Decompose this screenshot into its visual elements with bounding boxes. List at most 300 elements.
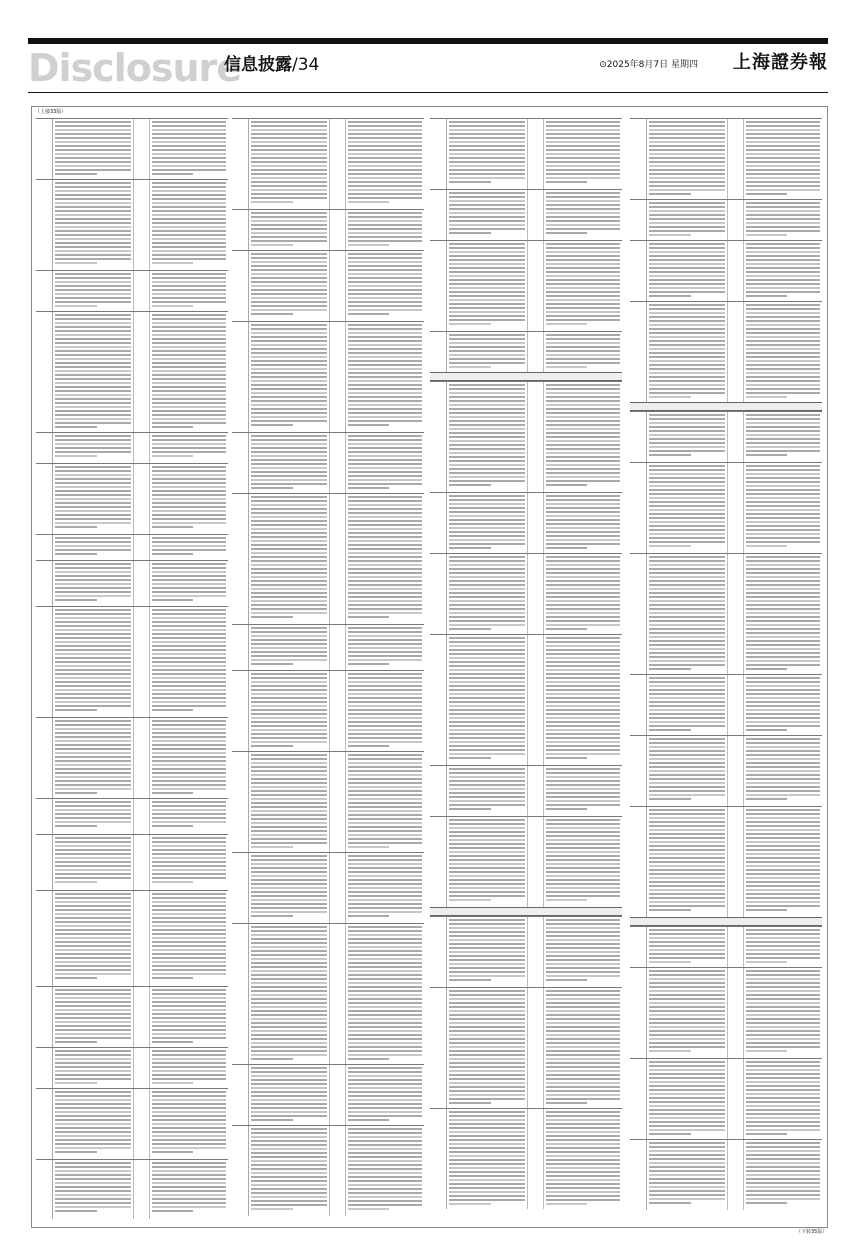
text-line	[348, 564, 422, 566]
change-marker-cell	[729, 927, 744, 967]
text-line	[449, 283, 525, 285]
text-line	[649, 501, 725, 503]
text-line	[649, 794, 725, 796]
text-line	[55, 494, 131, 496]
text-line	[649, 584, 725, 586]
clause-text	[348, 1067, 422, 1123]
clause-text	[152, 563, 226, 603]
text-line	[746, 545, 787, 547]
text-line	[649, 713, 725, 715]
text-line	[55, 398, 131, 400]
text-line	[152, 293, 226, 295]
column-divider	[527, 766, 528, 816]
change-marker-cell	[331, 853, 346, 923]
text-line	[746, 1022, 820, 1024]
text-line	[251, 810, 327, 812]
text-line	[746, 693, 820, 695]
text-line	[546, 1147, 620, 1149]
text-line	[251, 1148, 327, 1150]
text-line	[251, 269, 327, 271]
text-line	[55, 1210, 97, 1212]
text-line	[649, 564, 725, 566]
text-line	[251, 125, 327, 127]
text-line	[546, 267, 620, 269]
text-line	[348, 782, 422, 784]
text-line	[251, 483, 327, 485]
text-line	[348, 368, 422, 370]
text-line	[348, 1192, 422, 1194]
text-line	[546, 1195, 620, 1197]
text-line	[251, 1119, 293, 1121]
text-line	[449, 1098, 525, 1100]
change-marker-cell	[135, 799, 150, 834]
clause-text	[449, 334, 525, 370]
text-line	[152, 330, 226, 332]
text-line	[152, 1095, 226, 1097]
column-divider	[329, 210, 330, 250]
text-line	[152, 893, 226, 895]
text-line	[152, 861, 226, 863]
text-line	[449, 366, 491, 368]
text-line	[649, 165, 725, 167]
text-line	[649, 173, 725, 175]
clause-text	[55, 893, 131, 981]
text-line	[152, 214, 226, 216]
text-line	[55, 226, 131, 228]
text-line	[152, 153, 226, 155]
text-line	[546, 963, 620, 965]
text-line	[251, 875, 327, 877]
clause-text	[251, 855, 327, 919]
text-line	[251, 181, 327, 183]
text-line	[649, 234, 691, 236]
text-line	[649, 193, 691, 195]
text-line	[746, 1158, 820, 1160]
text-line	[746, 414, 820, 416]
text-line	[746, 202, 820, 204]
text-line	[348, 911, 422, 913]
text-line	[649, 380, 725, 382]
text-line	[55, 466, 131, 468]
text-line	[348, 970, 422, 972]
text-line	[746, 725, 820, 727]
text-line	[152, 498, 226, 500]
text-line	[746, 189, 820, 191]
row-label	[630, 412, 647, 462]
text-line	[55, 246, 131, 248]
text-line	[649, 766, 725, 768]
text-line	[746, 161, 820, 163]
text-line	[55, 194, 131, 196]
text-line	[546, 212, 620, 214]
row-label	[430, 554, 447, 634]
clause-text	[152, 989, 226, 1045]
text-line	[55, 414, 131, 416]
text-line	[449, 576, 525, 578]
text-line	[55, 447, 131, 449]
text-line	[649, 990, 725, 992]
text-line	[55, 613, 131, 615]
text-line	[152, 289, 226, 291]
text-line	[348, 600, 422, 602]
row-label	[630, 554, 647, 674]
text-line	[746, 782, 820, 784]
text-line	[251, 766, 327, 768]
text-line	[152, 1127, 226, 1129]
text-line	[746, 1002, 820, 1004]
text-line	[746, 897, 820, 899]
text-line	[449, 1086, 525, 1088]
table-row	[232, 250, 424, 321]
column-divider	[527, 554, 528, 634]
column-divider	[727, 554, 728, 674]
text-line	[55, 514, 131, 516]
text-line	[152, 541, 226, 543]
column-divider	[727, 463, 728, 553]
text-line	[251, 907, 327, 909]
text-line	[546, 1038, 620, 1040]
text-line	[55, 728, 131, 730]
text-line	[251, 1132, 327, 1134]
masthead-rule	[28, 92, 828, 93]
text-line	[649, 933, 725, 935]
text-line	[348, 169, 422, 171]
text-line	[55, 354, 131, 356]
text-line	[251, 189, 327, 191]
issue-date-text: 2025年8月7日 星期四	[606, 60, 698, 70]
text-line	[152, 482, 226, 484]
text-line	[251, 946, 327, 948]
text-line	[55, 837, 131, 839]
text-line	[251, 1034, 327, 1036]
text-line	[449, 649, 525, 651]
text-line	[746, 477, 820, 479]
text-line	[649, 1117, 725, 1119]
clause-text	[649, 929, 725, 965]
text-line	[251, 232, 327, 234]
table-row	[36, 890, 228, 986]
text-line	[348, 1030, 422, 1032]
text-line	[746, 489, 820, 491]
text-line	[546, 153, 620, 155]
clause-text	[546, 243, 620, 327]
change-marker-cell	[331, 924, 346, 1064]
text-line	[449, 831, 525, 833]
text-line	[55, 1151, 97, 1153]
column-divider	[727, 736, 728, 806]
text-line	[746, 1162, 820, 1164]
text-line	[152, 973, 226, 975]
text-line	[649, 1026, 725, 1028]
text-line	[449, 1111, 525, 1113]
text-line	[449, 499, 525, 501]
text-line	[546, 200, 620, 202]
text-line	[55, 925, 131, 927]
column-divider	[133, 180, 134, 270]
text-line	[649, 1150, 725, 1152]
text-line	[649, 821, 725, 823]
text-line	[649, 1133, 691, 1135]
text-line	[348, 737, 422, 739]
text-line	[348, 1058, 389, 1060]
text-line	[348, 978, 422, 980]
clause-text	[746, 929, 820, 965]
text-line	[449, 362, 525, 364]
text-line	[746, 1014, 820, 1016]
text-line	[746, 206, 820, 208]
clause-text	[251, 212, 327, 248]
text-line	[449, 1102, 491, 1104]
text-line	[649, 320, 725, 322]
text-line	[546, 208, 620, 210]
text-line	[348, 380, 422, 382]
text-line	[649, 949, 725, 951]
text-line	[55, 537, 131, 539]
change-marker-cell	[331, 210, 346, 250]
text-line	[152, 334, 226, 336]
text-line	[251, 838, 327, 840]
text-line	[152, 210, 226, 212]
text-line	[746, 481, 820, 483]
clause-text	[251, 253, 327, 317]
text-line	[152, 760, 226, 762]
text-line	[348, 631, 422, 633]
text-line	[649, 770, 725, 772]
text-line	[348, 946, 422, 948]
text-line	[152, 637, 226, 639]
text-line	[348, 655, 422, 657]
text-line	[55, 949, 131, 951]
text-line	[152, 1021, 226, 1023]
text-line	[251, 463, 327, 465]
text-line	[649, 129, 725, 131]
text-line	[746, 877, 820, 879]
text-line	[152, 949, 226, 951]
text-line	[649, 697, 725, 699]
text-line	[348, 173, 422, 175]
text-line	[348, 1184, 422, 1186]
text-line	[649, 418, 725, 420]
text-line	[746, 837, 820, 839]
text-line	[546, 299, 620, 301]
text-line	[251, 201, 293, 203]
text-line	[348, 459, 422, 461]
text-line	[546, 596, 620, 598]
text-line	[649, 592, 725, 594]
text-line	[449, 855, 525, 857]
clause-text	[546, 556, 620, 632]
row-label	[36, 271, 53, 311]
text-line	[649, 430, 725, 432]
text-line	[251, 1196, 327, 1198]
text-line	[649, 937, 725, 939]
text-line	[449, 564, 525, 566]
text-line	[546, 624, 620, 626]
text-line	[55, 701, 131, 703]
text-line	[152, 553, 193, 555]
text-line	[649, 941, 725, 943]
text-line	[152, 845, 226, 847]
text-line	[449, 1034, 525, 1036]
text-line	[251, 301, 327, 303]
table-row	[232, 118, 424, 209]
text-line	[546, 939, 620, 941]
text-line	[251, 778, 327, 780]
text-line	[546, 515, 620, 517]
text-line	[251, 1071, 327, 1073]
row-label	[430, 917, 447, 987]
text-line	[649, 709, 725, 711]
text-line	[348, 701, 422, 703]
text-line	[348, 348, 422, 350]
text-line	[449, 1090, 525, 1092]
row-label	[36, 1089, 53, 1159]
text-line	[649, 953, 725, 955]
text-line	[546, 576, 620, 578]
clause-text	[55, 182, 131, 266]
text-line	[649, 705, 725, 707]
clause-text	[251, 121, 327, 205]
text-line	[251, 818, 327, 820]
text-line	[746, 384, 820, 386]
text-line	[449, 228, 525, 230]
text-line	[55, 965, 131, 967]
text-line	[649, 1065, 725, 1067]
column-divider	[133, 607, 134, 717]
text-line	[649, 481, 725, 483]
column-divider	[527, 817, 528, 907]
text-line	[746, 1026, 820, 1028]
text-line	[55, 977, 97, 979]
text-line	[55, 997, 131, 999]
text-line	[649, 340, 725, 342]
text-line	[449, 1046, 525, 1048]
text-line	[152, 1005, 226, 1007]
text-line	[251, 879, 327, 881]
text-line	[55, 1131, 131, 1133]
text-line	[546, 287, 620, 289]
text-line	[746, 1065, 820, 1067]
text-line	[152, 1033, 226, 1035]
text-line	[55, 784, 131, 786]
text-line	[546, 1090, 620, 1092]
text-line	[55, 732, 131, 734]
text-line	[152, 591, 226, 593]
text-line	[746, 485, 820, 487]
text-line	[449, 875, 525, 877]
text-line	[251, 774, 327, 776]
text-line	[251, 372, 327, 374]
clause-text	[55, 314, 131, 430]
text-line	[546, 943, 620, 945]
text-line	[449, 1175, 525, 1177]
text-line	[55, 218, 131, 220]
text-line	[251, 635, 327, 637]
change-marker-cell	[331, 322, 346, 432]
text-line	[152, 669, 226, 671]
text-line	[152, 801, 226, 803]
text-line	[251, 962, 327, 964]
table-row	[36, 798, 228, 834]
text-line	[449, 677, 525, 679]
text-line	[546, 1074, 620, 1076]
text-line	[449, 157, 525, 159]
text-line	[348, 277, 422, 279]
text-line	[152, 402, 226, 404]
table-row	[630, 553, 822, 674]
text-line	[449, 1195, 525, 1197]
text-line	[55, 1147, 131, 1149]
text-line	[546, 535, 620, 537]
text-line	[152, 1029, 226, 1031]
text-line	[746, 857, 820, 859]
text-line	[449, 232, 491, 234]
text-line	[449, 416, 525, 418]
text-line	[55, 422, 131, 424]
text-line	[348, 954, 422, 956]
text-line	[449, 1062, 525, 1064]
text-line	[251, 826, 327, 828]
text-line	[152, 857, 226, 859]
text-line	[449, 1179, 525, 1181]
row-label	[232, 625, 249, 670]
text-line	[152, 897, 226, 899]
text-line	[55, 289, 131, 291]
text-line	[746, 279, 820, 281]
text-line	[348, 855, 422, 857]
table-row	[232, 751, 424, 852]
text-line	[251, 153, 327, 155]
text-line	[251, 177, 327, 179]
text-line	[546, 1018, 620, 1020]
text-line	[449, 543, 525, 545]
text-line	[55, 563, 131, 565]
text-line	[449, 1082, 525, 1084]
text-line	[746, 564, 820, 566]
text-line	[746, 1190, 820, 1192]
text-line	[746, 770, 820, 772]
row-label	[630, 200, 647, 240]
text-line	[152, 466, 226, 468]
text-line	[152, 1001, 226, 1003]
text-line	[55, 1127, 131, 1129]
change-marker-cell	[135, 312, 150, 432]
text-line	[449, 963, 525, 965]
text-line	[55, 665, 131, 667]
text-line	[746, 287, 820, 289]
text-line	[55, 957, 131, 959]
text-line	[449, 259, 525, 261]
text-line	[746, 243, 820, 245]
text-line	[55, 599, 97, 601]
text-line	[746, 889, 820, 891]
text-line	[746, 1046, 820, 1048]
text-line	[746, 1050, 787, 1052]
text-line	[649, 668, 691, 670]
text-line	[546, 503, 620, 505]
text-line	[746, 328, 820, 330]
text-line	[546, 216, 620, 218]
text-line	[251, 926, 327, 928]
text-line	[546, 729, 620, 731]
text-line	[746, 750, 820, 752]
text-line	[251, 1054, 327, 1056]
row-label	[36, 987, 53, 1047]
text-line	[746, 628, 820, 630]
text-line	[348, 729, 422, 731]
text-line	[55, 435, 131, 437]
text-line	[55, 410, 131, 412]
